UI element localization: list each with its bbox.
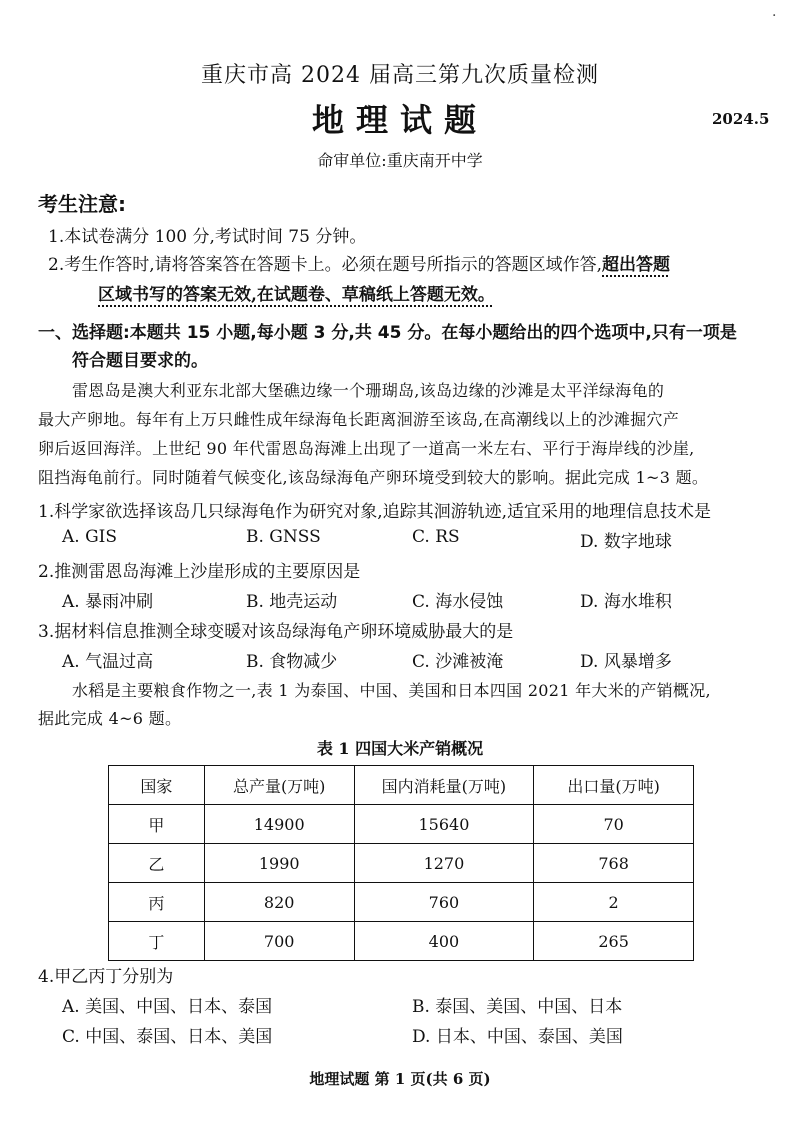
header-production: 总产量(万吨) (204, 766, 354, 805)
cell-country: 丙 (109, 883, 205, 922)
exam-title: 重庆市高 2024 届高三第九次质量检测 (201, 63, 599, 88)
exam-date: 2024.5 (712, 110, 770, 128)
q3-option-d: D. 风暴增多 (580, 652, 672, 672)
q4-option-c: C. 中国、泰国、日本、美国 (62, 1027, 273, 1047)
notice-title: 考生注意: (38, 192, 126, 216)
table-row (109, 844, 694, 883)
question-4-stem: 4.甲乙丙丁分别为 (38, 967, 174, 987)
question-1-stem: 1.科学家欲选择该岛几只绿海龟作为研究对象,追踪其洄游轨迹,适宜采用的地理信息技术是 (38, 502, 712, 522)
cell-export: 2 (534, 883, 694, 922)
cell-production: 1990 (204, 844, 354, 883)
table-row (109, 922, 694, 961)
q4-option-b: B. 泰国、美国、中国、日本 (412, 997, 623, 1017)
q3-option-c: C. 沙滩被淹 (412, 652, 504, 672)
rice-table (108, 765, 694, 961)
q1-option-d: D. 数字地球 (580, 532, 672, 552)
cell-consumption: 760 (354, 883, 534, 922)
q4-option-a: A. 美国、中国、日本、泰国 (62, 997, 273, 1017)
notice-item-2-lead: 2.考生作答时,请将答案答在答题卡上。必须在题号所指示的答题区域作答, (48, 255, 603, 275)
cell-export: 768 (534, 844, 694, 883)
passage1-line2: 最大产卵地。每年有上万只雌性成年绿海龟长距离洄游至该岛,在高潮线以上的沙滩掘穴产 (38, 410, 680, 429)
cell-country: 乙 (109, 844, 205, 883)
cell-export: 70 (534, 805, 694, 844)
q2-option-c: C. 海水侵蚀 (412, 592, 504, 612)
cell-export: 265 (534, 922, 694, 961)
cell-production: 700 (204, 922, 354, 961)
passage2-line1: 水稻是主要粮食作物之一,表 1 为泰国、中国、美国和日本四国 2021 年大米的产销概况, (72, 681, 711, 700)
q2-option-d: D. 海水堆积 (580, 592, 672, 612)
q1-option-b: B. GNSS (246, 527, 321, 547)
notice-item-2-cont (98, 280, 495, 305)
cell-consumption: 400 (354, 922, 534, 961)
page-footer: 地理试题 第 1 页(共 6 页) (309, 1070, 491, 1088)
notice-item-1: 1.本试卷满分 100 分,考试时间 75 分钟。 (48, 227, 367, 247)
corner-mark: · (772, 8, 777, 24)
cell-country: 甲 (109, 805, 205, 844)
subject-title: 地理试题 (311, 101, 488, 139)
table-title: 表 1 四国大米产销概况 (316, 739, 484, 758)
passage1-line3: 卵后返回海洋。上世纪 90 年代雷恩岛海滩上出现了一道高一米左右、平行于海岸线的沙崖, (38, 439, 695, 458)
q2-option-b: B. 地壳运动 (246, 592, 338, 612)
q3-option-a: A. 气温过高 (62, 652, 154, 672)
q4-option-d: D. 日本、中国、泰国、美国 (412, 1027, 623, 1047)
cell-consumption: 15640 (354, 805, 534, 844)
q1-option-a: A. GIS (62, 527, 118, 547)
cell-country: 丁 (109, 922, 205, 961)
setter-line: 命审单位:重庆南开中学 (317, 151, 483, 170)
q1-option-c: C. RS (412, 527, 460, 547)
header-country: 国家 (109, 766, 205, 805)
passage2-line2: 据此完成 4~6 题。 (38, 709, 182, 728)
section-heading-line2: 符合题目要求的。 (72, 351, 208, 371)
header-consumption: 国内消耗量(万吨) (354, 766, 534, 805)
cell-consumption: 1270 (354, 844, 534, 883)
cell-production: 820 (204, 883, 354, 922)
q2-option-a: A. 暴雨冲刷 (62, 592, 154, 612)
passage1-line1: 雷恩岛是澳大利亚东北部大堡礁边缘一个珊瑚岛,该岛边缘的沙滩是太平洋绿海龟的 (72, 381, 665, 400)
notice-item-2 (48, 250, 670, 275)
q3-option-b: B. 食物减少 (246, 652, 338, 672)
question-3-stem: 3.据材料信息推测全球变暖对该岛绿海龟产卵环境威胁最大的是 (38, 622, 514, 642)
passage1-line4: 阻挡海龟前行。同时随着气候变化,该岛绿海龟产卵环境受到较大的影响。据此完成 1~3 题。 (38, 468, 709, 487)
table-row (109, 805, 694, 844)
section-heading-line1: 一、选择题:本题共 15 小题,每小题 3 分,共 45 分。在每小题给出的四个选项中,只有一项是 (38, 323, 737, 343)
notice-item-2-dotted-b: 区域书写的答案无效,在试题卷、草稿纸上答题无效。 (98, 285, 495, 305)
cell-production: 14900 (204, 805, 354, 844)
notice-item-2-dotted-a: 超出答题 (602, 255, 671, 275)
table-row (109, 883, 694, 922)
table-header-row (109, 766, 694, 805)
header-export: 出口量(万吨) (534, 766, 694, 805)
question-2-stem: 2.推测雷恩岛海滩上沙崖形成的主要原因是 (38, 562, 361, 582)
